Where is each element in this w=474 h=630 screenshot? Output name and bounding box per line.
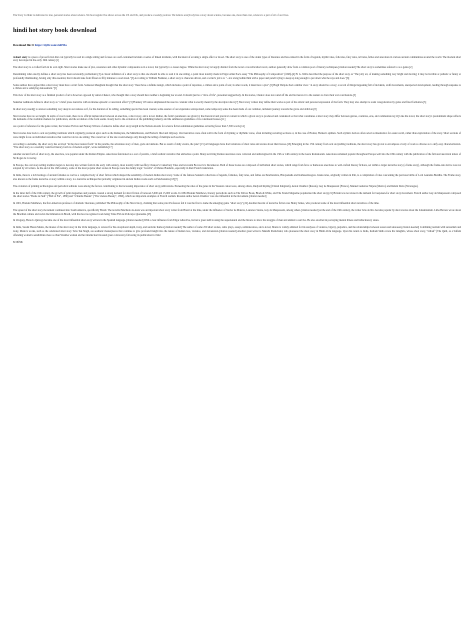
paragraph-text: In the latter half of the 19th century, the growth of print magazines and journals created a strong demand for short fiction of between 3,000 and 15,000 words. In 1884 Brander Matthews, literary periodicals such as The Yellow Book, Black & White, and The Strand Magazine popularized the short story.[21] Britain was not alone in the demand for bespoken-for short story movement. French author Guy de Maupassant composed the short stories "Boule de Suif" ("Ball of Fat", 1880) and "L'Inutile Beauté" ("The Useless Beauty", 1890), which are important examples of French realism. Russian author Anton Chekhov was also influential in the movement.[citation needed] xyxy=(13,191,461,199)
paragraph-text: Another ancient form of short story, the anecdote, was popular under the Roman Empire. Anecdotes functioned as a sort of parable, a brief realistic narrative that embodies a point. Many surviving Roman anecdotes were collected and anthologized in the 13th or 14th century in the Gesta Romanorum. Anecdotes remained popular throughout Europe well into the 18th century with the publication of the fictional anecdotal letters of Sir Roger de Coverley. xyxy=(13,153,461,160)
paragraph-text: As a point of reference for the genre writer, the Science Fiction and Fantasy Writers of America define short story length in the Nebula Awards for science fiction submission guidelines as having fewer than 7,500 words.[14] xyxy=(13,125,245,129)
page-title: hindi hot story book download xyxy=(13,26,97,34)
paragraph-text: In 1901, Brander Matthews, the first American professor of dramatic literature, published The Philosophy of the Short-Story, claiming that some prior Professors felt it was the first to name the emerging genre "short story".[22] Another theorist of narrative fiction was Henry James, who produced some of the most influential short narratives of the time. xyxy=(13,202,380,206)
paragraph-text: The evolution of printing technologies and periodical editions were among the factors contributing to the increasing importance of short story publications. Pioneering the rules of the genre in the Western canon were, among others, Rudyard Kipling (United Kingdom), Anton Chekhov (Russia), Guy de Maupassant (France), Manuel Gutiérrez Nájera (Mexico) and Rubén Darío (Nicaragua). xyxy=(13,184,419,188)
paragraph-text: Short stories have no set length. In terms of word count, there is no official demarcation between an anecdote, a short story, and a novel. Rather, the form's parameters are given by the rhetorical and practical context in which a given story is produced and considered so that what constitutes a short story may differ between genres, countries, eras, and commentators.[12] Like the novel, the short story's predominant shape reflects the demands of the available markets for publication, and the evolution of the form seems closely tied to the evolution of the publishing industry and the submission guidelines of its constituent houses.[11] xyxy=(13,114,461,122)
article-paragraph xyxy=(13,84,461,91)
article-paragraph xyxy=(13,132,461,139)
article-paragraph xyxy=(13,66,461,70)
article-paragraph xyxy=(13,125,461,129)
paragraph-text: is a piece of prose fiction that can typically be read in a single sitting and focuses on a self-contained incident or series of linked incidents, with the intent of evoking a single effect or mood. The short story is one of the oldest types of literature and has existed in the form of legends, mythic tales, folk tales, fairy tales, tall tales, fables and anecdotes in various ancient communities around the world. The modern short story developed in the early 19th century.[1] xyxy=(13,55,461,63)
paragraph-text: In Europe, the oral story-telling tradition began to develop into written form in the early 14th century, most notably with Geoffrey Chaucer's Canterbury Tales and Giovanni Boccaccio's Decameron. Both of these books are composed of individual short stories, which range from farce or humorous anecdotes to well-crafted literary fictions, set within a larger narrative story (a frame story), although the frame-tale device was not adopted by all writers. At the end of the 16th century, some of the most popular short stories in Europe were the darkly tragic "novella" of Matteo Bandello, especially in their French translation. xyxy=(13,163,461,171)
download-link[interactable]: https://tiyfir.com/2eR59a xyxy=(34,42,67,47)
article-paragraph xyxy=(13,115,461,122)
paragraph-text: This view of the short story as a finished product of art is however opposed by Anton Chekov, who thought that a story should have neither a beginning nor an end. It should just be a "slice of life", presented suggestively. In his stories, Chekov does not round off the end but leaves it to the readers to draw their own conclusions.[5] xyxy=(13,93,356,97)
paragraph-text: Determining what exactly defines a short story has been recurrently problematic.[3] A classic definition of a short story is that one should be able to read it in one sitting, a point most notably made in Edgar Allan Poe's essay "The Philosophy of Composition" (1846).[4] H. G. Wells described the purpose of the short story as "The jolly art, of making something very bright and moving; it may be horrible or pathetic or funny or profoundly illuminating, having only this essential, that it should take from fifteen to fifty minutes to read aloud."[5] According to William Faulkner, a short story is character-driven, and a writer's job is to "...trot along behind him with a paper and pencil trying to keep up long enough to put down what he says and does."[6] xyxy=(13,73,461,80)
article-paragraph xyxy=(13,108,461,112)
article-paragraph xyxy=(13,153,461,160)
article-paragraph xyxy=(13,143,461,150)
article-paragraph xyxy=(13,202,461,206)
article-paragraph xyxy=(13,209,461,216)
download-label: Download file xyxy=(13,42,31,47)
paragraph-text: According to Aelianhe, the short story has evolved "in the most natural form" in the parable, the adventure story of men, gods and demons. But as result of daily events, the joke".[15] All languages have had variations of short tales and stories about their heroes.[16] Emerging in the 17th century from oral storytelling traditions, the short story has grown to encompass a body of work so diverse as to defy easy characterization. "The short story as a carefully contrived literary form is of modern origin", wrote Abdullah.[17] xyxy=(13,142,461,150)
paragraph-text: The spread of the short story movement continued into South America, specifically Brazil. The novelist Machado de Assis was an important short story writer from Brazil at the time, under the influence of Xavier de Maistre, Laurence Sterne, Guy de Maupassant, among others.[citation needed] At the end of the 19th century, the writer João do Rio became popular by short stories about the bohemianism. Lima Barreto wrote about the Brazilian culture and racial discrimination in Brazil, with his most recognized work being Triste Fim de Policarpo Quaresma.[23] xyxy=(13,209,461,216)
intro-text: The Story Collider is dedicated to true, personal stories about science. We host regular live shows across the US and UK, and produce a weekly podcast. We believe everybody has a story about science, because one, more than ever, science is a part of all of our lives. xyxy=(13,14,289,17)
article-paragraph xyxy=(13,226,461,237)
paragraph-text: In short story needs[] to answer something very deep in our natures as if, for the duration of its telling, something special has been created, some essence of our experience extrapolated, some temporary sense has been made of our common, turbulent journey towards the grave and oblivion.[8] xyxy=(13,107,317,111)
download-line xyxy=(13,43,461,47)
article-paragraph xyxy=(13,56,461,63)
paragraph-text: In India, Saadat Hasan Manto, the master of the short story in the Urdu language, is revered for his exceptional depth, irony, and sardonic humor.[citation needed] The author of some 250 short stories, radio plays, essays, reminiscences, and a novel, Manto is widely admired for his analyses of violence, bigotry, prejudice, and the relationships between reason and unreason.[citation needed] Combining realism with surrealism and irony, Manto's works, such as the celebrated short story Toba Tek Singh, are aesthetic masterpieces that continue to give profound insight into the nature of human loss, violence, and devastation.[citation needed] Another great writer is Munshi Premchand, who pioneered the short story in Hindi-Urdu language. Upon his return to India, Kailash Sinha wrote his Ghaghris, whose short story, "Lihaaf" (The Quilt, as a Sufism offending women's sensibilities more so than Wazirka women and her intellectual invested great controversy following its publication in 1942. xyxy=(13,226,461,237)
paragraph-text: In Uruguay, Horacio Quiroga became one of the most influential short-story writers in the Spanish language.[citation needed] With a clear influence from Edgar Allan Poe, he had a great skill in using the supernatural and the bizarre to show the struggle of man and animal to survive. He also excelled in portraying mental illness and hallucinatory states. xyxy=(13,219,380,223)
download-arrow-icon: ⇒ xyxy=(31,42,35,47)
article-paragraph xyxy=(13,94,461,98)
article-paragraph xyxy=(13,185,461,189)
paragraph-text: Some authors have argued that a short story must have a strict form. Somerset Maugham thought that the short story "must have a definite design, which includes a point of departure, a climax and a point of test; in other words, it must have a plot".[5] Hugh Walpole had a similar view: "A story should be a story; a record of things happening full of incidents, swift movements, unexpected development, leading through suspense to a climax and a satisfying denouement."[5] xyxy=(13,83,461,91)
paragraph-text: In India, there is a rich heritage of ancient folktales as well as a compiled body of short fiction which shaped the sensibility of modern Indian short story. Some of the famous Sanskrit collections of legends, folktales, fairy tales, and fables are Panchatantra, Hitopadesha and Kathasaritsagara. Jataka tales, originally written in Pali, is a compilation of tales concerning the previous births of Lord Gautama Buddha. The Frame story, also known as the frame narrative or story within a story, is a narrative technique that probably originated in ancient Indian works such as Panchatantra.[18][?] xyxy=(13,174,461,181)
paragraph-text: Short stories date back to oral storytelling traditions which originally produced epics such as the Ramayana, the Mahabharata, and Homer's Iliad and Odyssey. Oral narratives were often told in the form of rhyming or rhythmic verse, often including recurring sections or, in the case of Homer, Homeric epithets. Such stylistic devices often acted as mnemonics for easier recall, rather than exploitation of the story. Short sections of verse might focus on individual narratives that could be told at one sitting. The overall arc of the tale would emerge only through the telling of multiple such sections. xyxy=(13,132,461,139)
article-paragraph xyxy=(13,192,461,199)
article-paragraph xyxy=(13,73,461,80)
article-paragraph xyxy=(13,174,461,181)
article-paragraph xyxy=(13,219,461,223)
paragraph-lead: A short story xyxy=(13,55,28,59)
paragraph-text: The short story is a crafted form in its own right. Short stories make use of plot, resonance and other dynamic components as in a novel, but typically to a lesser degree. While the short story is largely distinct from the novel or novella/short novel, authors generally draw from a common pool of literary techniques.[citation needed] The short story is sometimes referred to as a genre.[2] xyxy=(13,66,413,70)
article-body xyxy=(13,56,461,237)
article-paragraph xyxy=(13,164,461,171)
paragraph-text: Sukumar Azhikode defined a short story as "a brief prose narrative with an intense episodic or anecdotal effect".[3] Flannery O'Connor emphasized the need to consider what is exactly meant by the descriptor short.[7] Short story writers may define their works as part of the artistic and personal expression of the form. They may also attempt to resist categorization by genre and fixed formation.[5] xyxy=(13,100,427,104)
article-paragraph xyxy=(13,101,461,105)
footer-code: 8158f58b xyxy=(13,241,23,245)
